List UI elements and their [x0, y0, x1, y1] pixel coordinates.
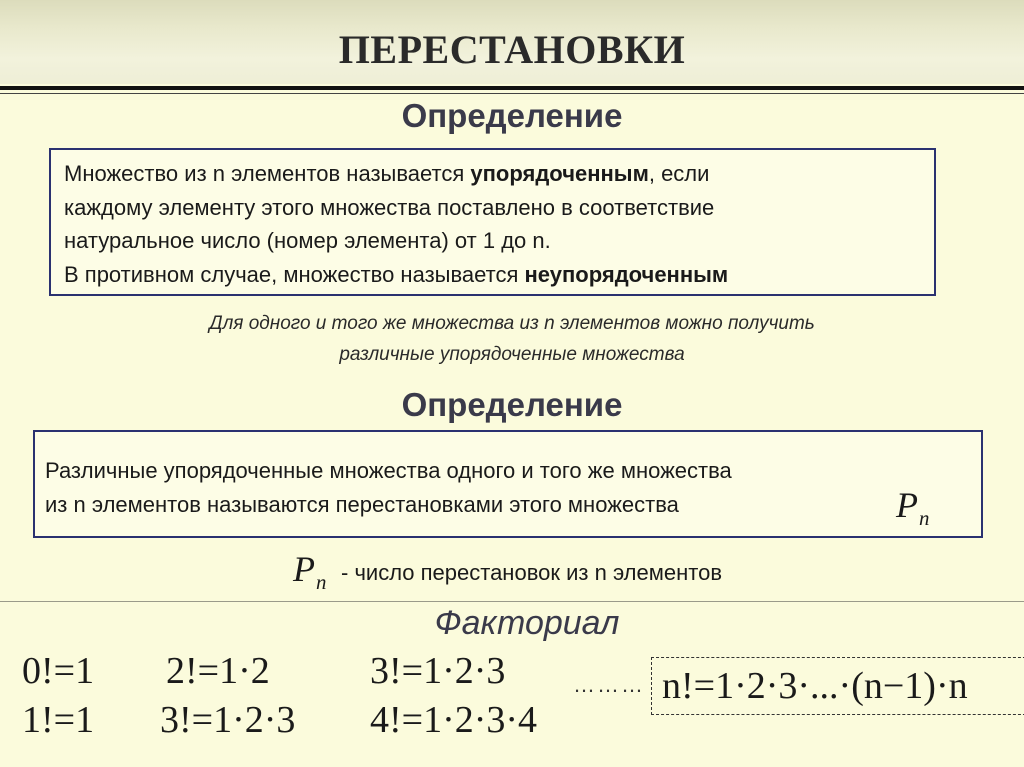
definition1-line2: каждому элементу этого множества поставлено в соответствие — [64, 194, 715, 220]
formula-0-factorial: 0!=1 — [22, 650, 95, 692]
definition1-line4-text: В противном случае, множество называется — [64, 261, 525, 287]
definition1-box — [49, 148, 936, 296]
pn-subscript-2: n — [316, 569, 327, 594]
definition1-ordered-term: упорядоченным — [470, 161, 649, 186]
definition1-unordered-term: неупорядоченным — [524, 261, 729, 287]
pn-letter: P — [896, 485, 918, 525]
formula-1-factorial: 1!=1 — [22, 699, 95, 741]
general-factorial-formula: n!=1·2·3·...·(n−1)·n — [662, 665, 968, 707]
pn-letter-2: P — [293, 549, 315, 589]
definition1-heading: Определение — [401, 97, 623, 134]
definition2-box — [33, 430, 983, 538]
note-line1: Для одного и того же множества из n элементов можно получить — [209, 313, 815, 334]
pn-symbol — [293, 548, 327, 594]
definition2-line1: Различные упорядоченные множества одного и того же множества — [45, 458, 732, 483]
title-rule-thin — [0, 93, 1024, 94]
formula-4-factorial: 4!=1·2·3·4 — [370, 699, 538, 741]
note-line2: различные упорядоченные множества — [339, 344, 685, 365]
definition1-line1-text-a: Множество из n элементов называется — [64, 161, 471, 186]
pn-subscript: n — [919, 505, 930, 530]
definition1-line3: натуральное число (номер элемента) от 1 до n. — [64, 228, 551, 253]
slide-title: ПЕРЕСТАНОВКИ — [338, 27, 686, 72]
definition2-line2: из n элементов называются перестановками этого множества — [45, 491, 679, 517]
title-rule-thick — [0, 86, 1024, 90]
formula-3-factorial-left: 3!=1·2·3 — [160, 699, 296, 741]
definition2-heading: Определение — [401, 386, 623, 423]
section-divider — [0, 601, 1024, 602]
formula-3-factorial: 3!=1·2·3 — [370, 650, 506, 692]
definition1-line4 — [64, 258, 934, 292]
ellipsis-dots: ……… — [573, 672, 645, 697]
formula-2-factorial: 2!=1·2 — [166, 650, 270, 692]
pn-description: - число перестановок из n элементов — [341, 560, 723, 585]
definition1-line1 — [64, 157, 934, 191]
factorial-heading: Факториал — [434, 604, 620, 642]
definition1-line1-text-b: , если — [648, 161, 710, 186]
pn-symbol-box — [896, 484, 930, 530]
